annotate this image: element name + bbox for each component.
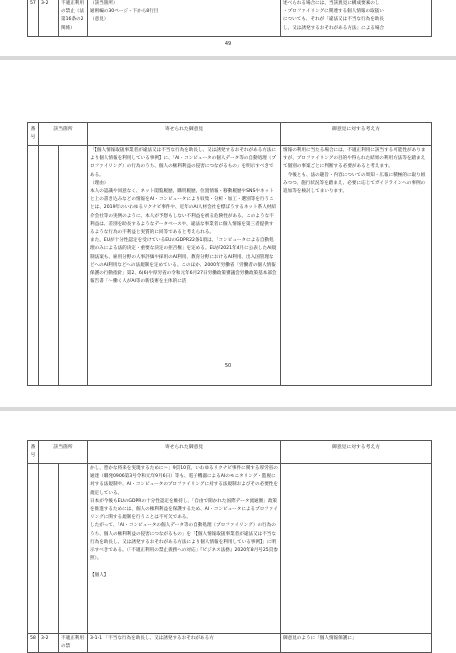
table-row bbox=[28, 0, 432, 37]
table-row bbox=[28, 634, 432, 653]
table-row bbox=[28, 146, 432, 386]
row-opinion: （該当箇所） 通則編の30ページ・下から8行目 （意見） bbox=[88, 0, 281, 37]
comment-table-1 bbox=[27, 0, 432, 37]
header-opinion: 寄せられた御意見 bbox=[88, 123, 281, 146]
row-number: 58 bbox=[28, 634, 39, 653]
page-number: 49 bbox=[224, 41, 232, 47]
row-answer bbox=[281, 464, 432, 634]
page-3 bbox=[0, 411, 456, 650]
header-answer: 御意見に対する考え方 bbox=[281, 441, 432, 464]
header-section: 該当箇所 bbox=[39, 123, 88, 146]
row-opinion: かし、豊かな将来を実現するために～」9頁10頁、いわゆるリクナビ事件に関する厚労省の通達（職発0906第3号令和元年9月6日）等も、電子機器によるAIのモニタリング・監視に対する法規制や、AI・コンピュータのプロファイリングに対する法規制およびその必要性を規定している。 日本が今後もEUのGDPRの十分性認定を維持し、「自由で開かれた国際データ流通圏」政策を推進するためには、個人の権利利益を保護するため、AI・コンピュータによるプロファイリングに関する規制を行うことは不可欠である。 したがって、「AI・コンピュータの個人データ等の自動処理（プロファイリング）の行為のうち、個人の権利利益の侵害につながるもの」を「【個人情報取扱事業者が違法又は不当な行為を助長し、又は誘発するおそれがある方法により個人情報を利用している事例】」に明示すべきである。（「不適正利用の禁止義務への対応」『ビジネス法務』2020年8月号25頁参照）。 【個人】 bbox=[88, 464, 281, 634]
row-opinion: 「【個人情報取扱事業者が違法又は不当な行為を助長し、又は誘発するおそれがある方法により個人情報を利用している事例】に、「AI・コンピュータの個人データ等の自動処理（プロファイリング）の行為のうち、個人の権利利益の侵害につながるもの」を明示すべきである。 （理由） 本人の認識や同意なく、ネット閲覧履歴、購買履歴、位置情報・移動履歴やSNSやネットと上の書き込みなどの情報をAI・コンピュータにより収集・分析・加工・選別等を行うことは、2019年のいわゆるリクナビ事件や、近年のAI人材会社を標ぼうするネット系人材紹介会社等の実例のように、本人が予想もしない不利益を被る危険性がある。このような不利益は、差別を助長するようなデータベースや、違法な事業者に個人情報を第三者提供するような行為の不利益と実質的に同等であると考えられる。 また、EUが十分性認定を受けているEUのGDPR22条1項は、「コンピュータによる自動処理のみによる法的決定・重要な決定の拒否権」を定める。EUが2021年4月に公表したAI規制法案も、雇用分野の人事評価や採用のAI利用、教育分野におけるAI利用、出入国管理などへのAI利用などへの法規制を定めている。このほか、2000年労働省「労働者の個人情報保護の行動指針」第2、6(6)や厚労省の令和元年6月27日労働政策審議会労働政策基本部会報告書「～働く人がAI等の新技術を主体的に活 bbox=[88, 146, 281, 386]
row-answer: 御意見のように「個人情報保護に」 bbox=[281, 634, 432, 653]
page-number: 50 bbox=[224, 363, 232, 369]
comment-table-2 bbox=[27, 122, 432, 386]
row-number: 57 bbox=[28, 0, 39, 37]
row-section: 3-2 bbox=[39, 634, 59, 653]
table-header-row bbox=[28, 123, 432, 146]
row-opinion: 3-1-1 「不当な行為を助長し、又は誘発するおそれがある方 bbox=[88, 634, 281, 653]
page-2 bbox=[0, 60, 456, 432]
table-header-row bbox=[28, 441, 432, 464]
header-section: 該当箇所 bbox=[39, 441, 88, 464]
row-answer: 情報の利用に当たる場合には、不適正利用に該当する可能性がありますが、プロファイリングの目的や得られた結果の利用方法等を踏まえて個別の事案ごとに判断する必要があると考えます。 今後とも、法の趣旨・内容についての周知・広報に積極的に取り組みつつ、施行状況等を踏まえ、必要に応じてガイドラインへの事例の追加等を検討してまいります。 bbox=[281, 146, 432, 386]
row-section: 3-2 bbox=[39, 0, 59, 37]
row-answer: 述べられる場合には、当該異見に構成要素のし ・プロファイリングに関連する個人情報の取扱い についても、それが「違法又は不当な行為を助長 し、又は誘発するおそれがある方法」による場合 bbox=[281, 0, 432, 37]
table-row bbox=[28, 464, 432, 634]
header-number: 番 号 bbox=[28, 441, 39, 464]
page-1 bbox=[0, 0, 456, 55]
header-number: 番 号 bbox=[28, 123, 39, 146]
comment-table-3 bbox=[27, 440, 432, 653]
row-topic: 不適正利用の禁 bbox=[59, 634, 88, 653]
header-opinion: 寄せられた御意見 bbox=[88, 441, 281, 464]
row-topic: 不適正利用の禁止（法第16条の2関係） bbox=[59, 0, 88, 37]
header-answer: 御意見に対する考え方 bbox=[281, 123, 432, 146]
